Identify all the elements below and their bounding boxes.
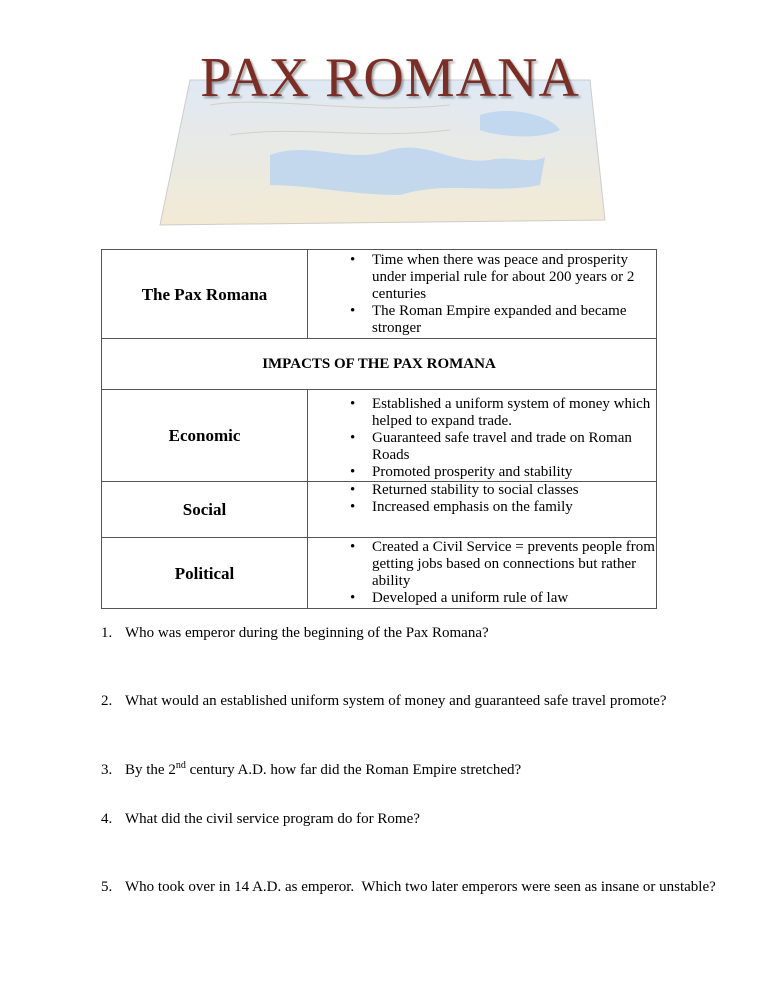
bullet-item: • Promoted prosperity and stability — [372, 464, 656, 481]
bullet-item: • Time when there was peace and prosperity under imperial rule for about 200 years or 2 centuries — [372, 252, 656, 303]
question-3 — [101, 760, 521, 779]
question-4 — [101, 811, 420, 828]
section-heading: IMPACTS OF THE PAX ROMANA — [102, 339, 657, 390]
question-2 — [101, 693, 667, 710]
pax-romana-table — [101, 249, 657, 609]
row-label: Political — [102, 538, 308, 609]
question-number: 1. — [101, 625, 113, 641]
table-row — [102, 250, 657, 339]
question-text: Who was emperor during the beginning of the Pax Romana? — [125, 625, 489, 641]
bullet-item: • The Roman Empire expanded and became stronger — [372, 303, 656, 337]
bullet-item: • Developed a uniform rule of law — [372, 590, 656, 607]
question-1 — [101, 625, 489, 642]
bullet-item: • Increased emphasis on the family — [372, 499, 656, 516]
question-text: What would an established uniform system of money and guaranteed safe travel promote? — [125, 693, 667, 709]
question-number: 4. — [101, 811, 113, 827]
superscript: nd — [175, 760, 186, 771]
table-row — [102, 538, 657, 609]
question-number: 3. — [101, 762, 113, 778]
row-label: The Pax Romana — [102, 250, 308, 339]
bullet-item: • Created a Civil Service = prevents people from getting jobs based on connections but rather ability — [372, 539, 656, 590]
question-5 — [101, 879, 716, 896]
bullet-item: • Established a uniform system of money which helped to expand trade. — [372, 396, 656, 430]
question-text: century A.D. how far did the Roman Empire stretched? — [185, 762, 522, 778]
table-row — [102, 390, 657, 482]
bullet-item: • Guaranteed safe travel and trade on Roman Roads — [372, 430, 656, 464]
bullet-item: • Returned stability to social classes — [372, 482, 656, 499]
table-row — [102, 339, 657, 390]
question-number: 5. — [101, 879, 113, 895]
question-number: 2. — [101, 693, 113, 709]
row-label: Economic — [102, 390, 308, 482]
table-row — [102, 482, 657, 538]
question-text: By the 2 — [125, 762, 176, 778]
question-text: What did the civil service program do for Rome? — [125, 811, 420, 827]
row-label: Social — [102, 482, 308, 538]
question-text: Who took over in 14 A.D. as emperor. Which two later emperors were seen as insane or unstable? — [125, 879, 716, 895]
banner-title: PAX ROMANA — [200, 47, 580, 109]
